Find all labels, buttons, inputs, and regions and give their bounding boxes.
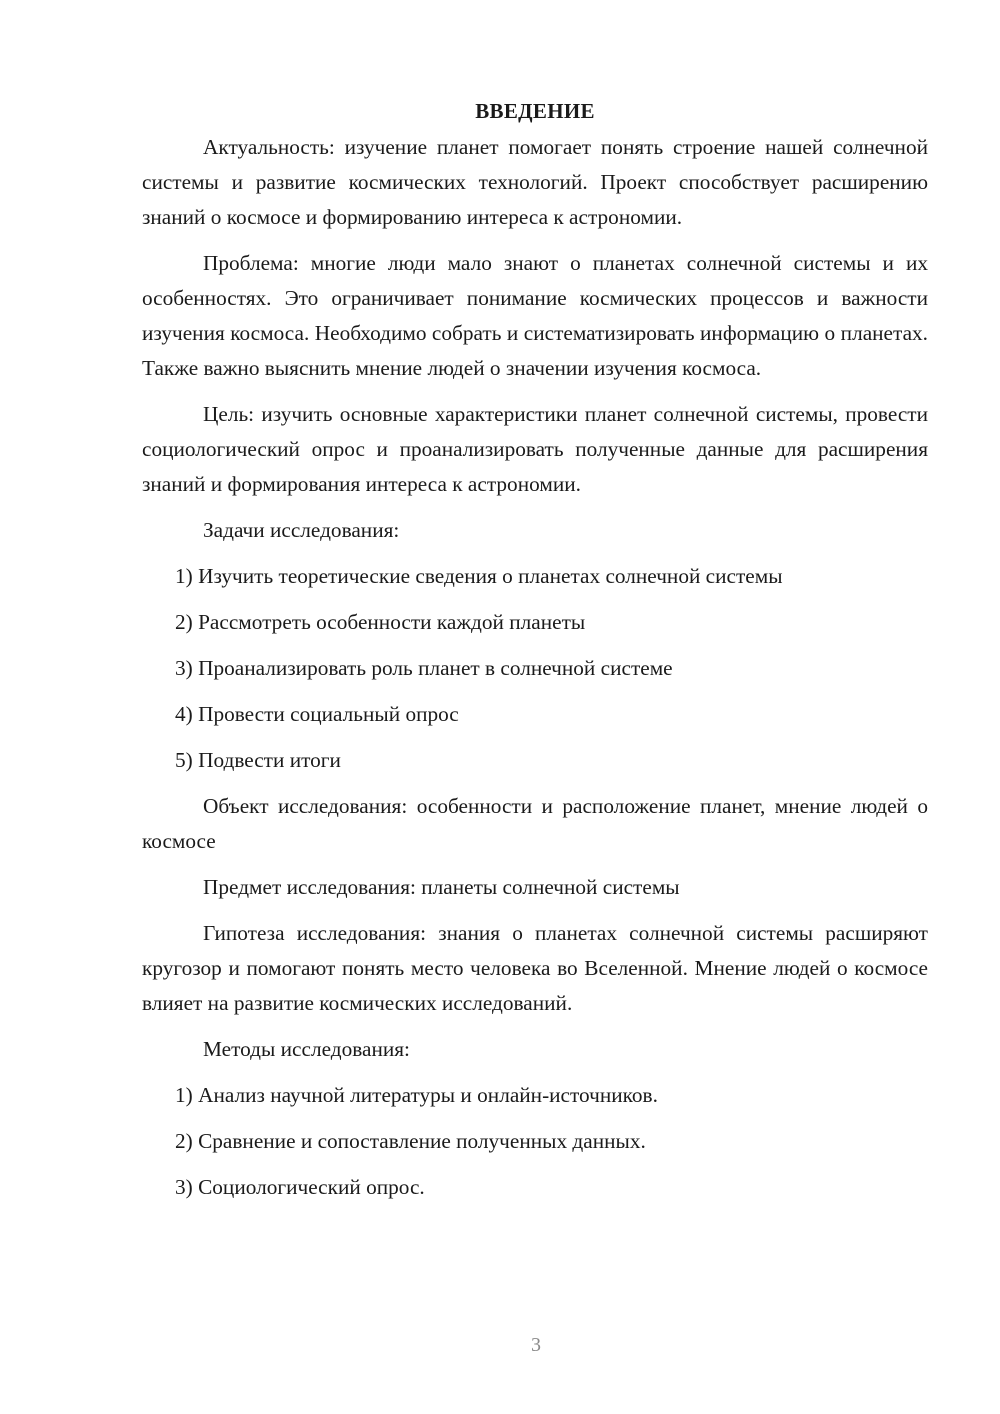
goal-paragraph: Цель: изучить основные характеристики планет солнечной системы, провести социологический опрос и проанализировать полученные данные для расширения знаний и формирования интереса к астрономии. <box>142 402 928 496</box>
list-item: 2) Рассмотреть особенности каждой планеты <box>175 610 586 634</box>
methods-list <box>142 1078 928 1205</box>
object-paragraph: Объект исследования: особенности и расположение планет, мнение людей о космосе <box>142 794 928 853</box>
list-item: 3) Социологический опрос. <box>175 1175 425 1199</box>
list-item: 5) Подвести итоги <box>175 748 341 772</box>
list-item: 1) Изучить теоретические сведения о планетах солнечной системы <box>175 564 783 588</box>
list-item: 3) Проанализировать роль планет в солнечной системе <box>175 656 673 680</box>
list-item: 1) Анализ научной литературы и онлайн-источников. <box>175 1083 658 1107</box>
document-page <box>142 96 928 1216</box>
tasks-list <box>142 559 928 778</box>
relevance-paragraph: Актуальность: изучение планет помогает понять строение нашей солнечной системы и развитие космических технологий. Проект способствует расширению знаний о космосе и формированию интереса к астрономии. <box>142 135 928 229</box>
methods-title: Методы исследования: <box>203 1037 410 1061</box>
problem-paragraph: Проблема: многие люди мало знают о планетах солнечной системы и их особенностях. Это ограничивает понимание космических процессов и важности изучения космоса. Необходимо собрать и систематизировать информацию о планетах. Также важно выяснить мнение людей о значении изучения космоса. <box>142 251 928 380</box>
page-number: 3 <box>531 1334 541 1356</box>
list-item: 2) Сравнение и сопоставление полученных данных. <box>175 1129 646 1153</box>
hypothesis-paragraph: Гипотеза исследования: знания о планетах солнечной системы расширяют кругозор и помогают понять место человека во Вселенной. Мнение людей о космосе влияет на развитие космических исследований. <box>142 921 928 1015</box>
list-item: 4) Провести социальный опрос <box>175 702 459 726</box>
tasks-title: Задачи исследования: <box>203 518 400 542</box>
section-heading: ВВЕДЕНИЕ <box>475 99 595 123</box>
subject-paragraph: Предмет исследования: планеты солнечной системы <box>203 875 680 899</box>
